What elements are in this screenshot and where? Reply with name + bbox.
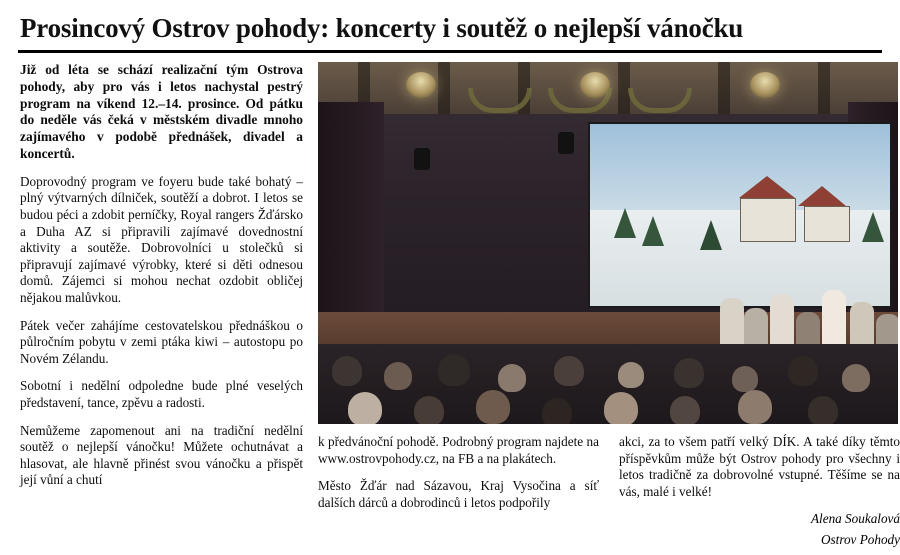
ceiling-lamp-icon [750, 72, 780, 98]
page-title: Prosincový Ostrov pohody: koncerty i soutěž o nejlepší vánočku [20, 13, 744, 43]
ceiling-lamp-icon [406, 72, 436, 98]
paragraph-lead: Již od léta se schází realizační tým Ostrova pohody, aby pro vás i letos nachystal pestrý program na víkend 12.–14. prosince. Od pátku do neděle vás čeká v městském divadle mnoho zajímavého v podobě přednášek, divadel a koncertů. [20, 62, 303, 161]
paragraph: Nemůžeme zapomenout ani na tradiční nedělní soutěž o nejlepší vánočku! Můžete ochutnávat a hlasovat, ale hlavně přinést svou vánočku a přispět její vůní a chutí [20, 422, 303, 488]
paragraph: Město Žďár nad Sázavou, Kraj Vysočina a síť dalších dárců a dobrodinců i letos podpořily [318, 478, 599, 510]
middle-text-column [318, 434, 599, 548]
paragraph: k předvánoční pohodě. Podrobný program najdete na www.ostrovpohody.cz, na FB a na plakátech. [318, 434, 599, 466]
signature-organization: Ostrov Pohody [821, 531, 900, 547]
paragraph: akci, za to všem patří velký DÍK. A také díky těmto příspěvkům může být Ostrov pohody pro všechny i letos tradičně za dobrovolné vstupné. Těšíme se na vás, malé i velké! [619, 434, 900, 499]
lower-text-columns [318, 434, 900, 548]
stage-curtain-left [318, 102, 384, 317]
ceiling-lamp-icon [580, 72, 610, 98]
audience-seating [318, 344, 898, 424]
right-text-column [619, 434, 900, 548]
paragraph: Pátek večer zahájíme cestovatelskou přednáškou o půlročním pobytu v zemi ptáka kiwi – autostopu po Novém Zélandu. [20, 317, 303, 366]
spotlight-icon [414, 148, 430, 170]
theatre-hall-photo-illustration [318, 62, 898, 424]
signature-author: Alena Soukalová [811, 511, 900, 527]
spotlight-icon [558, 132, 574, 154]
paragraph: Sobotní i nedělní odpoledne bude plné veselých představení, tance, zpěvu a radosti. [20, 378, 303, 410]
paragraph: Doprovodný program ve foyeru bude také bohatý – plný výtvarných dílniček, soutěží a dobrot. I letos se budou péci a zdobit perníčky, Royal rangers Žďársko a Duha AZ si připravili zajímavé dovednostní aktivity a soutěže. Dobrovolníci u stolečků si připravují zajímavé výrobky, které si děti odnesou domů. Zájemci si mohou nechat ozdobit obličej nějakou malůvkou. [20, 173, 303, 305]
headline-divider [18, 50, 882, 53]
article-photo [318, 62, 898, 424]
left-text-column [20, 62, 303, 500]
